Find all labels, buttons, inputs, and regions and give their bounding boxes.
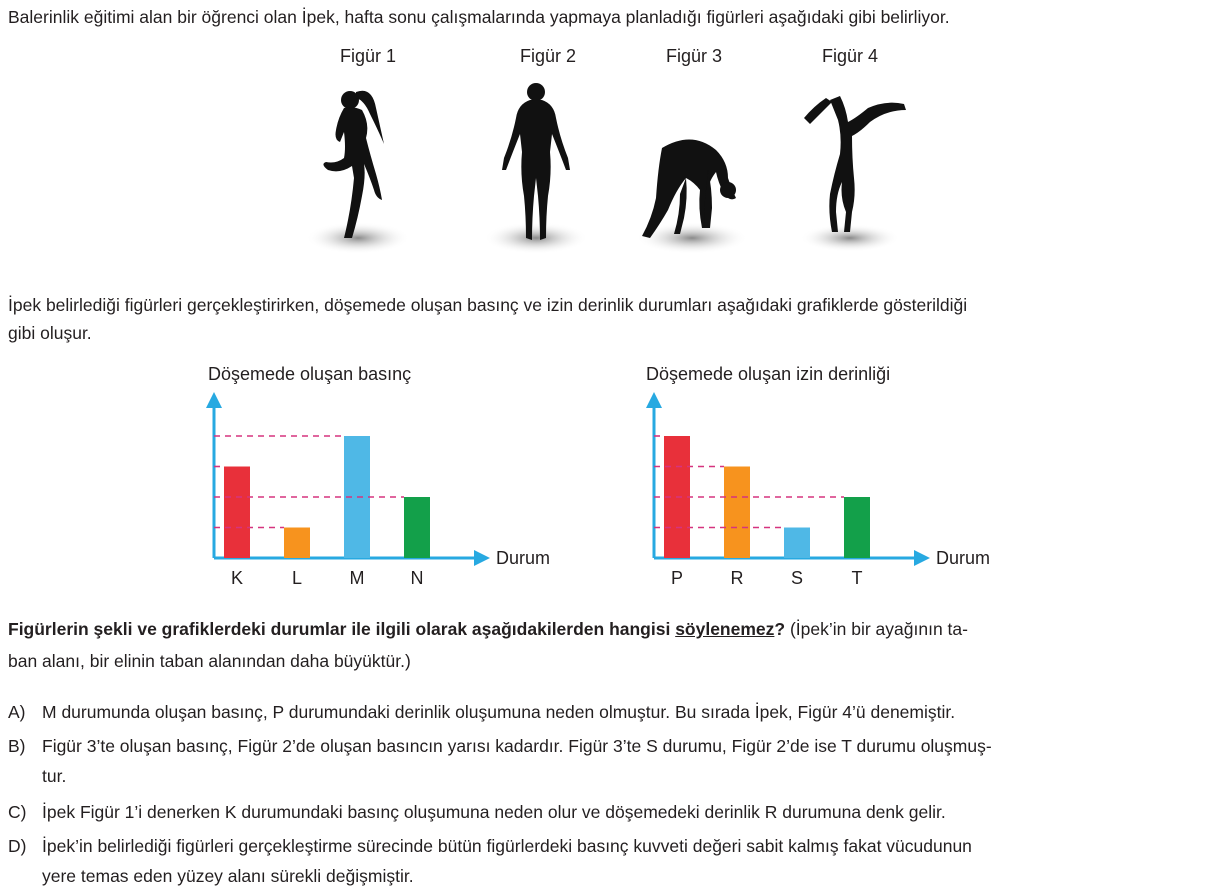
- option-c-letter: C): [8, 802, 27, 822]
- bar-T: [844, 497, 870, 558]
- question-bold-text: Figürlerin şekli ve grafiklerdeki durumlar ile ilgili olarak aşağıdakilerden hangisi: [8, 619, 676, 639]
- y-axis-arrow: [206, 392, 222, 408]
- pressure-chart-title: Döşemede oluşan basınç: [208, 364, 412, 384]
- option-d-text-line-1: İpek’in belirlediği figürleri gerçekleştirme sürecinde bütün figürlerdeki basınç kuvveti değeri sabit kalmış fakat vücudunun: [42, 836, 972, 856]
- pressure-chart-plot: [206, 392, 550, 588]
- category-label-S: S: [790, 568, 804, 588]
- bar-K: [224, 467, 250, 559]
- x-axis-arrow: [914, 550, 930, 566]
- paragraph-2-line-1: İpek belirlediği figürleri gerçekleştirirken, döşemede oluşan basınç ve izin derinlik durumları aşağıdaki grafiklerde gösterildiği: [8, 295, 968, 315]
- option-b-text-line-2: tur.: [42, 766, 67, 786]
- option-b-continued: [8, 762, 66, 790]
- option-a[interactable]: [8, 698, 955, 726]
- option-d-text-line-2: yere temas eden yüzey alanı sürekli değişmiştir.: [42, 866, 414, 886]
- category-label-K: K: [230, 568, 244, 588]
- category-label-T: T: [851, 568, 863, 588]
- category-label-M: M: [349, 568, 365, 588]
- option-c[interactable]: [8, 798, 946, 826]
- pressure-chart: [200, 386, 580, 592]
- depth-chart-plot: [646, 392, 990, 588]
- figure-1-label: Figür 1: [340, 46, 397, 66]
- category-label-L: L: [291, 568, 303, 588]
- bar-S: [784, 528, 810, 559]
- figure-2-label: Figür 2: [520, 46, 577, 66]
- option-b[interactable]: [8, 732, 992, 760]
- bar-R: [724, 467, 750, 559]
- figure-1-silhouette-image: [300, 78, 410, 258]
- question-mark: ?: [774, 619, 786, 639]
- depth-chart: [640, 386, 1020, 592]
- x-axis-label: Durum: [936, 548, 991, 568]
- figure-2-silhouette-image: [480, 78, 590, 258]
- intro-text: Balerinlik eğitimi alan bir öğrenci olan İpek, hafta sonu çalışmalarında yapmaya planladığı figürleri aşağıdaki gibi belirliyor.: [8, 7, 950, 27]
- x-axis-label: Durum: [496, 548, 551, 568]
- option-d-continued: [8, 862, 414, 890]
- y-axis-arrow: [646, 392, 662, 408]
- option-a-text: M durumunda oluşan basınç, P durumundaki derinlik oluşumuna neden olmuştur. Bu sırada İpek, Figür 4’ü denemiştir.: [42, 702, 956, 722]
- bar-L: [284, 528, 310, 559]
- bar-N: [404, 497, 430, 558]
- paragraph-2-line-2: gibi oluşur.: [8, 323, 92, 343]
- option-b-letter: B): [8, 736, 26, 756]
- figure-4-silhouette-image: [790, 78, 920, 258]
- option-c-text: İpek Figür 1’i denerken K durumundaki basınç oluşumuna neden olur ve döşemedeki derinlik R durumuna denk gelir.: [42, 802, 946, 822]
- category-label-P: P: [670, 568, 684, 588]
- question-line-1: [8, 616, 968, 642]
- category-label-N: N: [410, 568, 424, 588]
- option-a-letter: A): [8, 702, 26, 722]
- option-d-letter: D): [8, 836, 27, 856]
- option-d[interactable]: [8, 832, 972, 860]
- figure-4-label: Figür 4: [822, 46, 879, 66]
- question-underlined-text: söylenemez: [675, 619, 775, 639]
- figure-3-silhouette-image: [632, 78, 752, 258]
- category-label-R: R: [730, 568, 744, 588]
- question-note-line-2: ban alanı, bir elinin taban alanından daha büyüktür.): [8, 651, 411, 671]
- figure-3-label: Figür 3: [666, 46, 723, 66]
- x-axis-arrow: [474, 550, 490, 566]
- question-note-start: (İpek’in bir ayağının ta-: [785, 619, 968, 639]
- depth-chart-title: Döşemede oluşan izin derinliği: [646, 364, 891, 384]
- option-b-text-line-1: Figür 3’te oluşan basınç, Figür 2’de oluşan basıncın yarısı kadardır. Figür 3’te S durumu, Figür 2’de ise T durumu oluşmuş-: [42, 736, 992, 756]
